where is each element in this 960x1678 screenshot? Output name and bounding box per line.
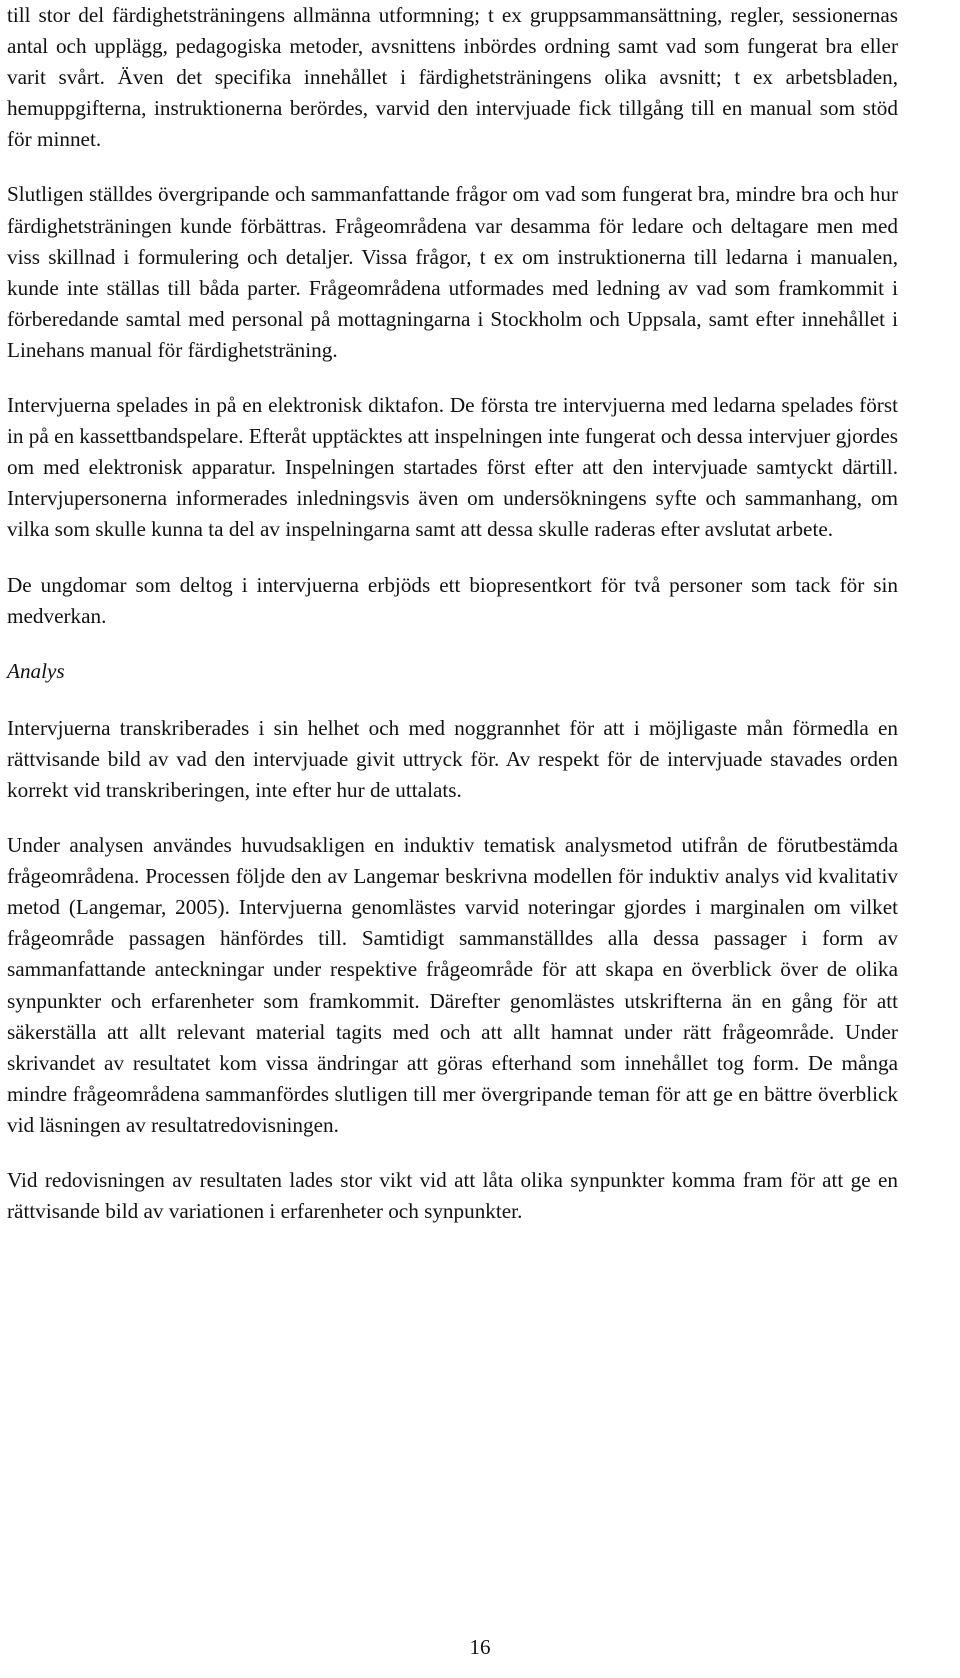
paragraph-gift-card: De ungdomar som deltog i intervjuerna erbjöds ett biopresentkort för två personer som tack för sin medverkan. — [7, 572, 898, 628]
paragraph-transcription: Intervjuerna transkriberades i sin helhet och med noggrannhet för att i möjligaste mån förmedla en rättvisande bild av vad den intervjuade givit uttryck för. Av respekt för de intervjuade stavades orden korrekt vid transkriberingen, inte efter hur de uttalats. — [7, 715, 898, 802]
paragraph-course-design: till stor del färdighetsträningens allmänna utformning; t ex gruppsammansättning, regler, sessionernas antal och upplägg, pedagogiska metoder, avsnittens inbördes ordning samt vad som fungerat bra eller varit svårt. Även det specifika innehållet i färdighetsträningens olika avsnitt; t ex arbetsbladen, hemuppgifterna, instruktionerna berördes, varvid den intervjuade fick tillgång till en manual som stöd för minnet. — [7, 3, 898, 152]
paragraph-recording: Intervjuerna spelades in på en elektronisk diktafon. De första tre intervjuerna med ledarna spelades först in på en kassettbandspelare. Efteråt upptäcktes att inspelningen inte fungerat och dessa intervjuer gjordes om med elektronisk apparatur. Inspelningen startades först efter att den intervjuade samtyckt därtill. Intervjupersonerna informerades inledningsvis även om undersökningens syfte och sammanhang, om vilka som skulle kunna ta del av inspelningarna samt att dessa skulle raderas efter avslutat arbete. — [7, 393, 898, 542]
paragraph-results-reporting: Vid redovisningen av resultaten lades stor vikt vid att låta olika synpunkter komma fram för att ge en rättvisande bild av variationen i erfarenheter och synpunkter. — [7, 1168, 898, 1224]
page-content — [7, 0, 898, 1251]
paragraph-summary-questions: Slutligen ställdes övergripande och sammanfattande frågor om vad som fungerat bra, mindre bra och hur färdighetsträningen kunde förbättras. Frågeområdena var desamma för ledare och deltagare men med viss skillnad i formulering och detaljer. Vissa frågor, t ex om instruktionerna till ledarna i manualen, kunde inte ställas till båda parter. Frågeområdena utformades med ledning av vad som framkommit i förberedande samtal med personal på mottagningarna i Stockholm och Uppsala, samt efter innehållet i Linehans manual för färdighetsträning. — [7, 182, 898, 362]
page-number: 16 — [469, 1635, 491, 1659]
paragraph-analysis-method: Under analysen användes huvudsakligen en induktiv tematisk analysmetod utifrån de förutbestämda frågeområdena. Processen följde den av Langemar beskrivna modellen för induktiv analys vid kvalitativ metod (Langemar, 2005). Intervjuerna genomlästes varvid noteringar gjordes i marginalen om vilket frågeområde passagen hänfördes till. Samtidigt sammanställdes alla dessa passager i form av sammanfattande anteckningar under respektive frågeområde för att skapa en överblick över de olika synpunkter och erfarenheter som framkommit. Därefter genomlästes utskrifterna än en gång för att säkerställa att allt relevant material tagits med och att allt hamnat under rätt frågeområde. Under skrivandet av resultatet kom vissa ändringar att göras efterhand som innehållet tog form. De många mindre frågeområdena sammanfördes slutligen till mer övergripande teman för att ge en bättre överblick vid läsningen av resultatredovisningen. — [7, 833, 898, 1137]
section-heading-analys: Analys — [7, 658, 65, 683]
